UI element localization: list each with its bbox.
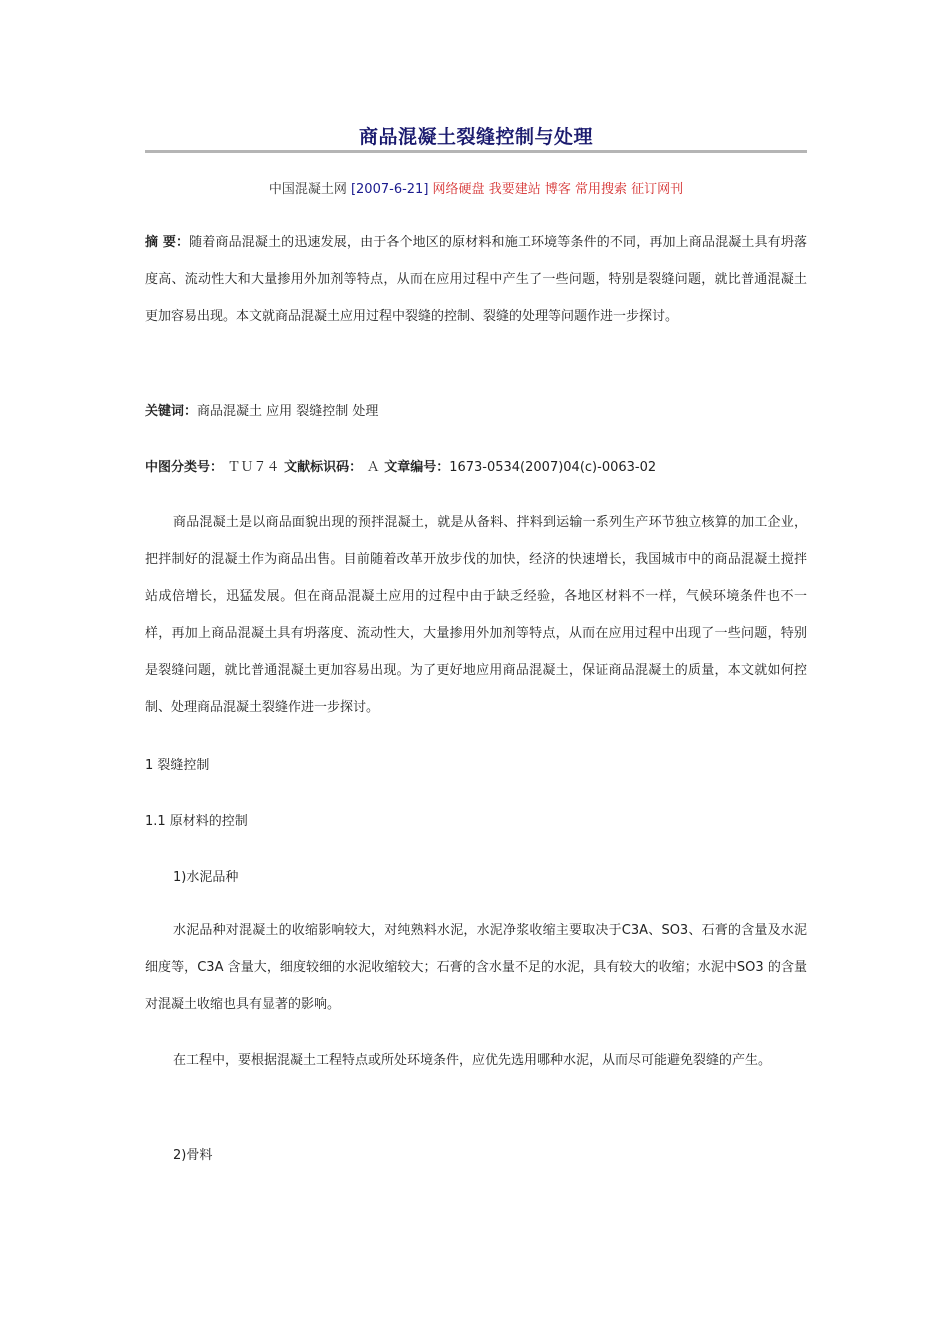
link-build-site[interactable]: 我要建站 bbox=[488, 182, 541, 197]
doc-code-value: Ａ bbox=[366, 460, 380, 475]
clc-value: ＴＵ７４ bbox=[227, 460, 280, 475]
link-common-search[interactable]: 常用搜索 bbox=[575, 182, 628, 197]
clc-label: 中图分类号： bbox=[145, 460, 224, 475]
abstract-label: 摘 要： bbox=[145, 235, 190, 250]
cement-selection-paragraph: 在工程中，要根据混凝土工程特点或所处环境条件，应优先选用哪种水泥，从而尽可能避免裂缝的产生。 bbox=[173, 1053, 772, 1068]
source-line bbox=[145, 178, 807, 197]
title-divider bbox=[145, 150, 807, 153]
article-no-label: 文章编号： bbox=[384, 460, 450, 475]
intro-paragraph: 商品混凝土是以商品面貌出现的预拌混凝土，就是从备料、拌料到运输一系列生产环节独立核算的加工企业，把拌制好的混凝土作为商品出售。目前随着改革开放步伐的加快，经济的快速增长，我国城市中的商品混凝土搅拌站成倍增长，迅猛发展。但在商品混凝土应用的过程中由于缺乏经验，各地区材料不一样，气候环境条件也不一样，再加上商品混凝土具有坍落度、流动性大，大量掺用外加剂等特点，从而在应用过程中出现了一些问题，特别是裂缝问题，就比普通混凝土更加容易出现。为了更好地应用商品混凝土，保证商品混凝土的质量，本文就如何控制、处理商品混凝土裂缝作进一步探讨。 bbox=[145, 515, 807, 715]
keywords-line bbox=[145, 400, 378, 419]
section-heading-1: 1 裂缝控制 bbox=[145, 758, 210, 773]
cement-paragraph: 水泥品种对混凝土的收缩影响较大，对纯熟料水泥，水泥净浆收缩主要取决于C3A、SO3、石膏的含量及水泥细度等，C3A 含量大，细度较细的水泥收缩较大；石膏的含水量不足的水泥，具有较大的收缩；水泥中SO3 的含量对混凝土收缩也具有显著的影响。 bbox=[145, 923, 807, 1012]
publish-date: [2007-6-21] bbox=[350, 182, 429, 197]
abstract-text: 随着商品混凝土的迅速发展，由于各个地区的原材料和施工环境等条件的不同，再加上商品混凝土具有坍落度高、流动性大和大量掺用外加剂等特点，从而在应用过程中产生了一些问题，特别是裂缝问题，就比普通混凝土更加容易出现。本文就商品混凝土应用过程中裂缝的控制、裂缝的处理等问题作进一步探讨。 bbox=[145, 235, 807, 324]
keywords-text: 商品混凝土 应用 裂缝控制 处理 bbox=[197, 404, 379, 419]
item-heading-aggregate: 2)骨料 bbox=[173, 1148, 213, 1163]
article-no-value: 1673-0534(2007)04(c)-0063-02 bbox=[449, 460, 657, 475]
item-heading-cement: 1)水泥品种 bbox=[173, 870, 239, 885]
abstract-paragraph bbox=[145, 224, 807, 335]
link-network-disk[interactable]: 网络硬盘 bbox=[432, 182, 485, 197]
classification-line bbox=[145, 456, 656, 475]
keywords-label: 关键词： bbox=[145, 404, 198, 419]
source-name: 中国混凝土网 bbox=[268, 182, 347, 197]
doc-code-label: 文献标识码： bbox=[284, 460, 363, 475]
link-blog[interactable]: 博客 bbox=[544, 182, 571, 197]
section-heading-1-1: 1.1 原材料的控制 bbox=[145, 814, 248, 829]
article-title: 商品混凝土裂缝控制与处理 bbox=[358, 126, 593, 148]
link-subscribe[interactable]: 征订网刊 bbox=[631, 182, 684, 197]
